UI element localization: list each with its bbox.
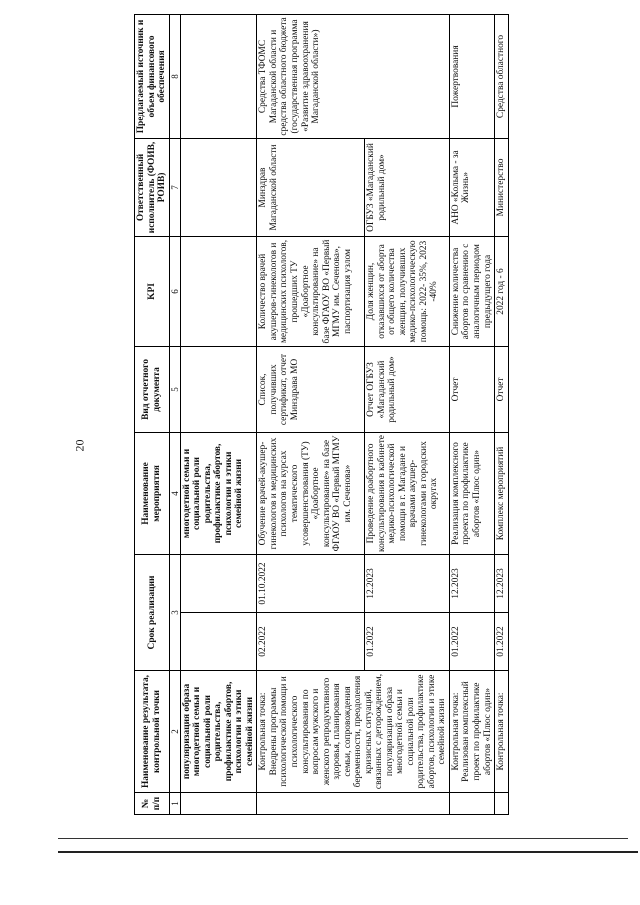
col-num-4: 4 bbox=[169, 432, 180, 554]
page-divider-thin bbox=[58, 838, 628, 839]
table-row bbox=[257, 14, 365, 814]
header-row bbox=[135, 14, 170, 814]
table-row bbox=[495, 14, 509, 814]
measures-table bbox=[134, 14, 509, 815]
result-cell: Контрольная точка: Внедрены программы психологической помощи и психологического консультирования по вопросам мужского и женского репродуктивного здоровья, планирования семьи, сопровождения беременности, преодоления кризисных ситуаций, связанных с деторождением, популяризации образа многодетной семьи и социальной роли родительства, профилактике абортов, психологии и этике семейной жизни bbox=[257, 671, 450, 793]
table-row bbox=[449, 14, 494, 814]
table-row bbox=[180, 14, 257, 814]
measure-cell: Проведение доабортного консультирования в кабинете медико-психологической помощи в г. Магадане и врачами акушер-гинекологами в городских округах bbox=[365, 432, 450, 554]
page-divider-thick bbox=[58, 851, 638, 853]
funding-cell: Средства ТФОМС Магаданской области и средства областного бюджета (государственная программа «Развитие здравоохранения Магаданской области») bbox=[257, 14, 450, 138]
funding-cell: Пожертвования bbox=[449, 14, 494, 138]
responsible-cell: ОГБУЗ «Магаданский родильный дом» bbox=[365, 138, 450, 236]
period-start: 02.2022 bbox=[257, 613, 365, 671]
header-responsible: Ответственный исполнитель (ФОИВ, РОИВ) bbox=[135, 138, 170, 236]
rotated-table-wrapper bbox=[134, 15, 640, 815]
page-number: 20 bbox=[72, 439, 87, 452]
header-result: Наименование результата, контрольной точки bbox=[135, 671, 170, 793]
measure-cell: Реализация комплексного проекта по профилактике абортов «Плюс один» bbox=[449, 432, 494, 554]
responsible-cell: Минздрав Магаданской области bbox=[257, 138, 365, 236]
kpi-cell: Снижение количества абортов по сравнению с аналогичным периодом предыдущего года bbox=[449, 236, 494, 346]
col-num-5: 5 bbox=[169, 346, 180, 432]
period-end: 12.2023 bbox=[495, 554, 509, 612]
responsible-cell: АНО «Колыма - за Жизнь» bbox=[449, 138, 494, 236]
col-num-3: 3 bbox=[169, 554, 180, 670]
header-funding: Предлагаемый источник и объем финансового обеспечения bbox=[135, 14, 170, 138]
measure-cell: Обучение врачей-акушер-гинекологов и медицинских психологов на курсах тематического усовершенствования (ТУ) «Доабортное консультирование» на базе ФГАОУ ВО «Первый МГМУ им. Сеченова» bbox=[257, 432, 365, 554]
period-end: 12.2023 bbox=[365, 554, 450, 612]
result-cell: популяризация образа многодетной семьи и социальной роли родительства, профилактике абортов, психологии и этики семейной жизни bbox=[180, 671, 257, 793]
result-cell: Контрольная точка: bbox=[495, 671, 509, 793]
period-end: 12.2023 bbox=[449, 554, 494, 612]
kpi-cell: Доля женщин, отказавшихся от аборта от общего количества женщин, получивших медико-психологическую помощь: 2022- 35%, 2023 -40% bbox=[365, 236, 450, 346]
header-measure: Наименование мероприятия bbox=[135, 432, 170, 554]
kpi-cell: Количество врачей акушеров-гинекологов и медицинских психологов, прошедших ТУ «Доабортное консультирование» на базе ФГАОУ ВО «Первый МГМУ им. Сеченова», паспортизация узлом bbox=[257, 236, 365, 346]
report-cell: Отчет bbox=[449, 346, 494, 432]
measure-cell: Комплекс мероприятий bbox=[495, 432, 509, 554]
column-number-row bbox=[169, 14, 180, 814]
result-cell: Контрольная точка: Реализован комплексный проект по профилактике абортов «Плюс один» bbox=[449, 671, 494, 793]
header-report: Вид отчетного документа bbox=[135, 346, 170, 432]
period-start: 01.2022 bbox=[495, 613, 509, 671]
period-start: 01.2022 bbox=[449, 613, 494, 671]
report-cell: Список, получивших сертификат, отчет Минздрава МО bbox=[257, 346, 365, 432]
report-cell: Отчет ОГБУЗ «Магаданский родильный дом» bbox=[365, 346, 450, 432]
responsible-cell: Министерство bbox=[495, 138, 509, 236]
kpi-cell: 2022 год - 6 bbox=[495, 236, 509, 346]
measure-cell: многодетной семьи и социальной роли родительства, профилактике абортов, психологии и этики семейной жизни bbox=[180, 432, 257, 554]
funding-cell: Средства областного bbox=[495, 14, 509, 138]
header-kpi: KPI bbox=[135, 236, 170, 346]
period-end: 01.10.2022 bbox=[257, 554, 365, 612]
col-num-8: 8 bbox=[169, 14, 180, 138]
period-start: 01.2022 bbox=[365, 613, 450, 671]
col-num-6: 6 bbox=[169, 236, 180, 346]
report-cell: Отчет bbox=[495, 346, 509, 432]
col-num-2: 2 bbox=[169, 671, 180, 793]
header-period: Срок реализации bbox=[135, 554, 170, 670]
header-number: № п/п bbox=[135, 793, 170, 815]
col-num-1: 1 bbox=[169, 793, 180, 815]
col-num-7: 7 bbox=[169, 138, 180, 236]
